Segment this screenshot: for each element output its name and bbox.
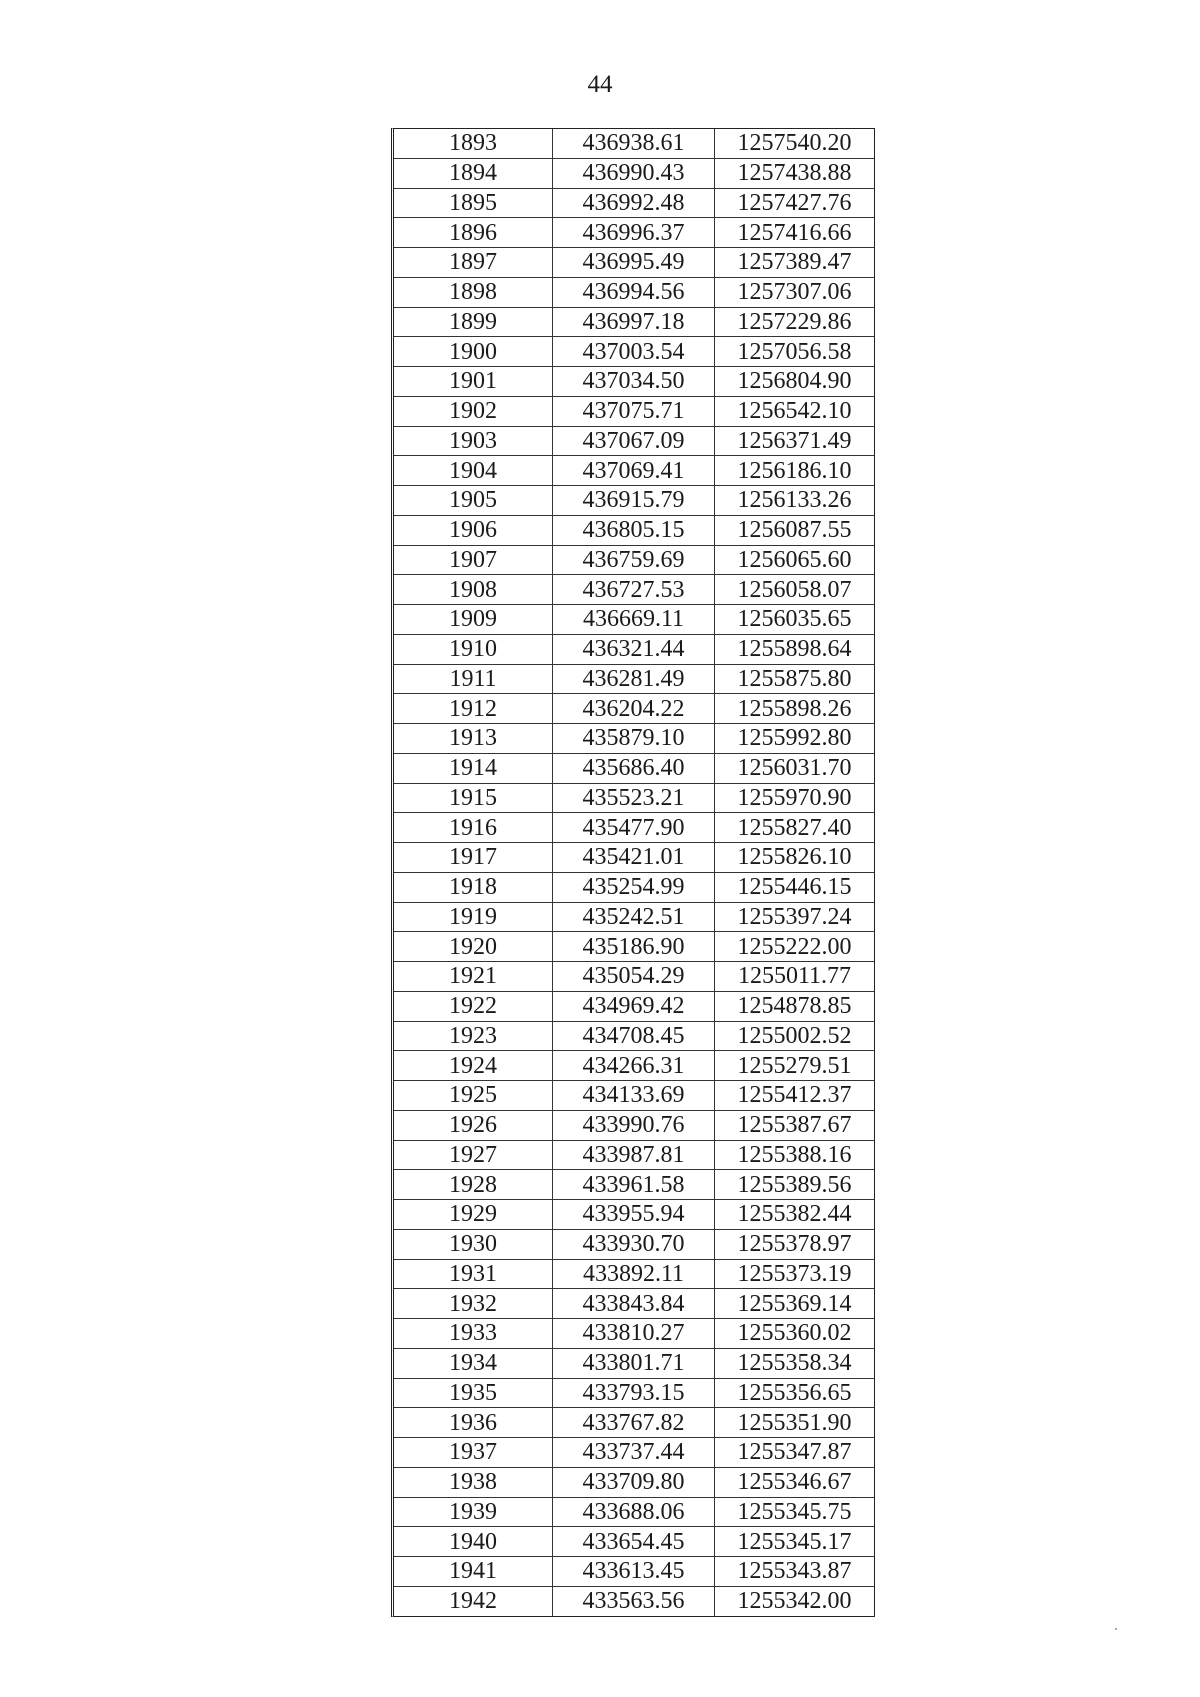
table-row: [394, 1200, 874, 1230]
x-coordinate-cell: 433613.45: [553, 1557, 715, 1587]
table-row: [394, 753, 874, 783]
point-number-cell: 1942: [394, 1586, 553, 1615]
table-row: [394, 1259, 874, 1289]
y-coordinate-cell: 1255343.87: [715, 1557, 875, 1587]
point-number-cell: 1915: [394, 783, 553, 813]
x-coordinate-cell: 435242.51: [553, 902, 715, 932]
y-coordinate-cell: 1255397.24: [715, 902, 875, 932]
point-number-cell: 1921: [394, 962, 553, 992]
table-row: [394, 634, 874, 664]
point-number-cell: 1906: [394, 515, 553, 545]
x-coordinate-cell: 436990.43: [553, 158, 715, 188]
x-coordinate-cell: 436915.79: [553, 486, 715, 516]
point-number-cell: 1916: [394, 813, 553, 843]
y-coordinate-cell: 1255388.16: [715, 1140, 875, 1170]
y-coordinate-cell: 1257229.86: [715, 307, 875, 337]
x-coordinate-cell: 435421.01: [553, 843, 715, 873]
table-row: [394, 367, 874, 397]
table-row: [394, 813, 874, 843]
point-number-cell: 1931: [394, 1259, 553, 1289]
x-coordinate-cell: 435477.90: [553, 813, 715, 843]
table-row: [394, 515, 874, 545]
x-coordinate-cell: 434708.45: [553, 1021, 715, 1051]
table-row: [394, 426, 874, 456]
y-coordinate-cell: 1256087.55: [715, 515, 875, 545]
point-number-cell: 1928: [394, 1170, 553, 1200]
point-number-cell: 1898: [394, 277, 553, 307]
y-coordinate-cell: 1255347.87: [715, 1438, 875, 1468]
point-number-cell: 1899: [394, 307, 553, 337]
y-coordinate-cell: 1257438.88: [715, 158, 875, 188]
y-coordinate-cell: 1255002.52: [715, 1021, 875, 1051]
table-row: [394, 1021, 874, 1051]
x-coordinate-cell: 436321.44: [553, 634, 715, 664]
table-row: [394, 129, 874, 158]
y-coordinate-cell: 1255898.64: [715, 634, 875, 664]
table-row: [394, 1140, 874, 1170]
x-coordinate-cell: 436669.11: [553, 605, 715, 635]
y-coordinate-cell: 1255356.65: [715, 1378, 875, 1408]
table-row: [394, 1051, 874, 1081]
x-coordinate-cell: 436759.69: [553, 545, 715, 575]
point-number-cell: 1902: [394, 396, 553, 426]
point-number-cell: 1895: [394, 188, 553, 218]
y-coordinate-cell: 1256058.07: [715, 575, 875, 605]
x-coordinate-cell: 433688.06: [553, 1497, 715, 1527]
y-coordinate-cell: 1257540.20: [715, 129, 875, 158]
x-coordinate-cell: 434266.31: [553, 1051, 715, 1081]
table-row: [394, 872, 874, 902]
y-coordinate-cell: 1256542.10: [715, 396, 875, 426]
point-number-cell: 1937: [394, 1438, 553, 1468]
point-number-cell: 1929: [394, 1200, 553, 1230]
x-coordinate-cell: 436997.18: [553, 307, 715, 337]
y-coordinate-cell: 1255446.15: [715, 872, 875, 902]
y-coordinate-cell: 1256133.26: [715, 486, 875, 516]
y-coordinate-cell: 1254878.85: [715, 991, 875, 1021]
table-row: [394, 218, 874, 248]
y-coordinate-cell: 1255992.80: [715, 724, 875, 754]
point-number-cell: 1904: [394, 456, 553, 486]
y-coordinate-cell: 1255346.67: [715, 1467, 875, 1497]
point-number-cell: 1908: [394, 575, 553, 605]
table-row: [394, 694, 874, 724]
table-row: [394, 1348, 874, 1378]
x-coordinate-cell: 436204.22: [553, 694, 715, 724]
table-row: [394, 456, 874, 486]
table-row: [394, 1229, 874, 1259]
point-number-cell: 1912: [394, 694, 553, 724]
table-row: [394, 1170, 874, 1200]
x-coordinate-cell: 433990.76: [553, 1110, 715, 1140]
x-coordinate-cell: 435054.29: [553, 962, 715, 992]
table-row: [394, 902, 874, 932]
y-coordinate-cell: 1255378.97: [715, 1229, 875, 1259]
point-number-cell: 1926: [394, 1110, 553, 1140]
y-coordinate-cell: 1257389.47: [715, 248, 875, 278]
x-coordinate-cell: 437075.71: [553, 396, 715, 426]
point-number-cell: 1920: [394, 932, 553, 962]
point-number-cell: 1901: [394, 367, 553, 397]
x-coordinate-cell: 437069.41: [553, 456, 715, 486]
x-coordinate-cell: 433955.94: [553, 1200, 715, 1230]
table-row: [394, 486, 874, 516]
point-number-cell: 1932: [394, 1289, 553, 1319]
point-number-cell: 1936: [394, 1408, 553, 1438]
table-row: [394, 962, 874, 992]
point-number-cell: 1910: [394, 634, 553, 664]
y-coordinate-cell: 1255369.14: [715, 1289, 875, 1319]
x-coordinate-cell: 433737.44: [553, 1438, 715, 1468]
y-coordinate-cell: 1257056.58: [715, 337, 875, 367]
y-coordinate-cell: 1255387.67: [715, 1110, 875, 1140]
y-coordinate-cell: 1255875.80: [715, 664, 875, 694]
x-coordinate-cell: 436281.49: [553, 664, 715, 694]
point-number-cell: 1917: [394, 843, 553, 873]
table-row: [394, 932, 874, 962]
table-row: [394, 1586, 874, 1615]
table-row: [394, 158, 874, 188]
y-coordinate-cell: 1257416.66: [715, 218, 875, 248]
y-coordinate-cell: 1256804.90: [715, 367, 875, 397]
table-row: [394, 1527, 874, 1557]
point-number-cell: 1894: [394, 158, 553, 188]
y-coordinate-cell: 1257427.76: [715, 188, 875, 218]
table-row: [394, 307, 874, 337]
x-coordinate-cell: 433892.11: [553, 1259, 715, 1289]
x-coordinate-cell: 435186.90: [553, 932, 715, 962]
y-coordinate-cell: 1255360.02: [715, 1319, 875, 1349]
table-row: [394, 1438, 874, 1468]
y-coordinate-cell: 1255358.34: [715, 1348, 875, 1378]
x-coordinate-cell: 437067.09: [553, 426, 715, 456]
y-coordinate-cell: 1255970.90: [715, 783, 875, 813]
y-coordinate-cell: 1255382.44: [715, 1200, 875, 1230]
point-number-cell: 1900: [394, 337, 553, 367]
point-number-cell: 1935: [394, 1378, 553, 1408]
y-coordinate-cell: 1255389.56: [715, 1170, 875, 1200]
table-row: [394, 843, 874, 873]
point-number-cell: 1913: [394, 724, 553, 754]
table-row: [394, 1289, 874, 1319]
point-number-cell: 1930: [394, 1229, 553, 1259]
table-row: [394, 277, 874, 307]
table-row: [394, 396, 874, 426]
page-number: 44: [587, 71, 613, 98]
point-number-cell: 1927: [394, 1140, 553, 1170]
table-row: [394, 1497, 874, 1527]
y-coordinate-cell: 1255827.40: [715, 813, 875, 843]
x-coordinate-cell: 433843.84: [553, 1289, 715, 1319]
x-coordinate-cell: 436996.37: [553, 218, 715, 248]
x-coordinate-cell: 435523.21: [553, 783, 715, 813]
table-row: [394, 1319, 874, 1349]
x-coordinate-cell: 436727.53: [553, 575, 715, 605]
table-row: [394, 1110, 874, 1140]
x-coordinate-cell: 433767.82: [553, 1408, 715, 1438]
point-number-cell: 1911: [394, 664, 553, 694]
coordinates-table-frame: [391, 128, 875, 1617]
table-row: [394, 1378, 874, 1408]
point-number-cell: 1903: [394, 426, 553, 456]
y-coordinate-cell: 1255412.37: [715, 1081, 875, 1111]
y-coordinate-cell: 1255279.51: [715, 1051, 875, 1081]
x-coordinate-cell: 436994.56: [553, 277, 715, 307]
x-coordinate-cell: 433801.71: [553, 1348, 715, 1378]
x-coordinate-cell: 433961.58: [553, 1170, 715, 1200]
table-row: [394, 605, 874, 635]
x-coordinate-cell: 434969.42: [553, 991, 715, 1021]
x-coordinate-cell: 437034.50: [553, 367, 715, 397]
x-coordinate-cell: 433930.70: [553, 1229, 715, 1259]
point-number-cell: 1923: [394, 1021, 553, 1051]
point-number-cell: 1922: [394, 991, 553, 1021]
x-coordinate-cell: 435254.99: [553, 872, 715, 902]
table-row: [394, 1081, 874, 1111]
point-number-cell: 1905: [394, 486, 553, 516]
table-row: [394, 724, 874, 754]
table-row: [394, 545, 874, 575]
point-number-cell: 1940: [394, 1527, 553, 1557]
point-number-cell: 1919: [394, 902, 553, 932]
point-number-cell: 1933: [394, 1319, 553, 1349]
y-coordinate-cell: 1256031.70: [715, 753, 875, 783]
x-coordinate-cell: 435686.40: [553, 753, 715, 783]
point-number-cell: 1938: [394, 1467, 553, 1497]
y-coordinate-cell: 1255345.75: [715, 1497, 875, 1527]
point-number-cell: 1918: [394, 872, 553, 902]
y-coordinate-cell: 1255898.26: [715, 694, 875, 724]
y-coordinate-cell: 1256186.10: [715, 456, 875, 486]
x-coordinate-cell: 434133.69: [553, 1081, 715, 1111]
x-coordinate-cell: 433793.15: [553, 1378, 715, 1408]
table-row: [394, 783, 874, 813]
table-row: [394, 1467, 874, 1497]
x-coordinate-cell: 436995.49: [553, 248, 715, 278]
point-number-cell: 1924: [394, 1051, 553, 1081]
x-coordinate-cell: 437003.54: [553, 337, 715, 367]
y-coordinate-cell: 1256065.60: [715, 545, 875, 575]
point-number-cell: 1893: [394, 129, 553, 158]
y-coordinate-cell: 1255342.00: [715, 1586, 875, 1615]
x-coordinate-cell: 433810.27: [553, 1319, 715, 1349]
point-number-cell: 1939: [394, 1497, 553, 1527]
x-coordinate-cell: 436805.15: [553, 515, 715, 545]
x-coordinate-cell: 433709.80: [553, 1467, 715, 1497]
y-coordinate-cell: 1255011.77: [715, 962, 875, 992]
point-number-cell: 1909: [394, 605, 553, 635]
y-coordinate-cell: 1255351.90: [715, 1408, 875, 1438]
coordinates-table: [394, 129, 874, 1616]
scan-speck: [1115, 1628, 1117, 1630]
x-coordinate-cell: 435879.10: [553, 724, 715, 754]
y-coordinate-cell: 1256035.65: [715, 605, 875, 635]
table-row: [394, 991, 874, 1021]
x-coordinate-cell: 433563.56: [553, 1586, 715, 1615]
y-coordinate-cell: 1255345.17: [715, 1527, 875, 1557]
point-number-cell: 1907: [394, 545, 553, 575]
point-number-cell: 1934: [394, 1348, 553, 1378]
x-coordinate-cell: 436938.61: [553, 129, 715, 158]
table-row: [394, 664, 874, 694]
point-number-cell: 1896: [394, 218, 553, 248]
x-coordinate-cell: 433987.81: [553, 1140, 715, 1170]
y-coordinate-cell: 1255373.19: [715, 1259, 875, 1289]
point-number-cell: 1941: [394, 1557, 553, 1587]
table-row: [394, 1408, 874, 1438]
point-number-cell: 1925: [394, 1081, 553, 1111]
table-row: [394, 1557, 874, 1587]
y-coordinate-cell: 1255826.10: [715, 843, 875, 873]
point-number-cell: 1897: [394, 248, 553, 278]
y-coordinate-cell: 1255222.00: [715, 932, 875, 962]
coordinates-table-body: [394, 129, 874, 1616]
table-row: [394, 188, 874, 218]
y-coordinate-cell: 1256371.49: [715, 426, 875, 456]
table-row: [394, 337, 874, 367]
table-row: [394, 575, 874, 605]
x-coordinate-cell: 433654.45: [553, 1527, 715, 1557]
point-number-cell: 1914: [394, 753, 553, 783]
y-coordinate-cell: 1257307.06: [715, 277, 875, 307]
x-coordinate-cell: 436992.48: [553, 188, 715, 218]
table-row: [394, 248, 874, 278]
